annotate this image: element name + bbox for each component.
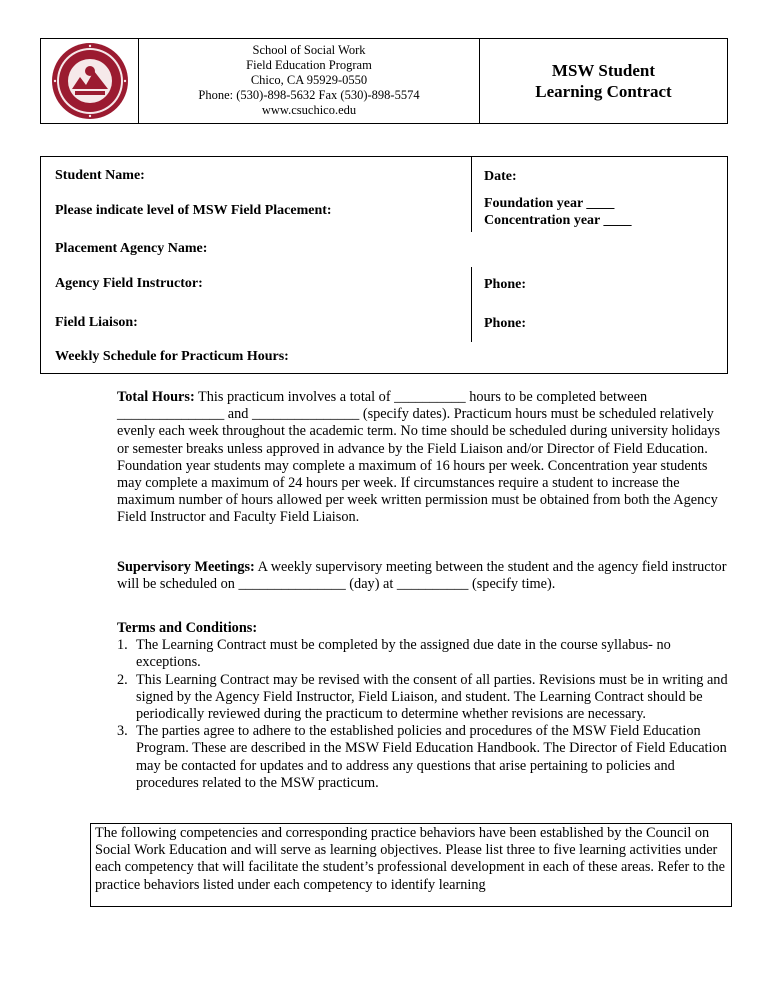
- header-table: [40, 38, 728, 124]
- student-info-table: [40, 156, 728, 374]
- doc-title-line2: Learning Contract: [535, 82, 672, 101]
- item-number: 3.: [117, 723, 128, 740]
- item-text: The parties agree to adhere to the established policies and procedures of the MSW Field Education Program. These are described in the MSW Field Education Handbook. The Director of Field Education may be contacted for updates and to address any questions that arise pertaining to policies and procedures related to the MSW practicum.: [136, 723, 727, 791]
- website: www.csuchico.edu: [261, 103, 357, 117]
- phone-fax: Phone: (530)-898-5632 Fax (530)-898-5574: [198, 88, 420, 102]
- date-label: Date:: [484, 169, 517, 184]
- competencies-text: The following competencies and corresponding practice behaviors have been established by the Council on Social Work Education and will serve as learning objectives. Please list three to five learning activities under each competency that will facilitate the student’s professional development in each of these areas. Refer to the practice behaviors listed under each competency to identify learning: [95, 825, 726, 893]
- total-hours-heading: Total Hours:: [117, 389, 195, 405]
- instructor-phone-label: Phone:: [484, 277, 526, 292]
- supervisory-section: [117, 559, 729, 593]
- item-text: This Learning Contract may be revised with the consent of all parties. Revisions must be in writing and signed by the Agency Field Instructor, Field Liaison, and student. The Learning Contract should be periodically reviewed during the practicum to determine whether revisions are necessary.: [136, 671, 728, 723]
- item-text: The Learning Contract must be completed by the assigned due date in the course syllabus- no exceptions.: [136, 637, 671, 671]
- university-seal-icon: [50, 41, 130, 121]
- doc-title-line1: MSW Student: [551, 61, 656, 80]
- item-number: 1.: [117, 637, 128, 654]
- terms-list: [117, 637, 729, 792]
- item-number: 2.: [117, 671, 128, 688]
- school-name: School of Social Work: [252, 43, 366, 57]
- field-instructor-label: Agency Field Instructor:: [55, 276, 203, 291]
- weekly-schedule-label: Weekly Schedule for Practicum Hours:: [55, 349, 289, 364]
- field-liaison-label: Field Liaison:: [55, 315, 138, 330]
- agency-name-label: Placement Agency Name:: [55, 241, 208, 256]
- supervisory-heading: Supervisory Meetings:: [117, 559, 255, 575]
- foundation-year-option[interactable]: Foundation year ____: [484, 196, 615, 211]
- placement-level-label: Please indicate level of MSW Field Placement:: [55, 203, 332, 218]
- program-name: Field Education Program: [246, 58, 372, 72]
- terms-section: [117, 620, 729, 792]
- supervisory-text: A weekly supervisory meeting between the student and the agency field instructor will be scheduled on _______________ (day) at __________ (specify time).: [117, 559, 727, 593]
- total-hours-text: This practicum involves a total of __________ hours to be completed between _______________ and _______________ (specify dates). Practicum hours must be scheduled relatively evenly each week throughout the academic term. No time should be scheduled during university holidays or semester breaks unless approved in advance by the Field Liaison and/or Director of Field Education. Foundation year students may complete a maximum of 16 hours per week. Concentration year students may complete a maximum of 24 hours per week. If circumstances require a student to increase the maximum number of hours allowed per week written permission must be obtained from both the Agency Field Instructor and Faculty Field Liaison.: [117, 389, 721, 526]
- liaison-phone-label: Phone:: [484, 316, 526, 331]
- contact-cell: [139, 39, 480, 123]
- divider: [471, 157, 472, 232]
- list-item: [117, 723, 729, 792]
- total-hours-section: [117, 389, 729, 527]
- concentration-year-option[interactable]: Concentration year ____: [484, 213, 632, 228]
- divider: [471, 267, 472, 342]
- logo-cell: [41, 39, 139, 123]
- address: Chico, CA 95929-0550: [250, 73, 368, 87]
- terms-heading: Terms and Conditions:: [117, 620, 258, 636]
- list-item: [117, 637, 729, 671]
- list-item: [117, 672, 729, 724]
- competencies-box: [90, 823, 732, 907]
- student-name-label: Student Name:: [55, 168, 145, 183]
- title-cell: [480, 39, 727, 123]
